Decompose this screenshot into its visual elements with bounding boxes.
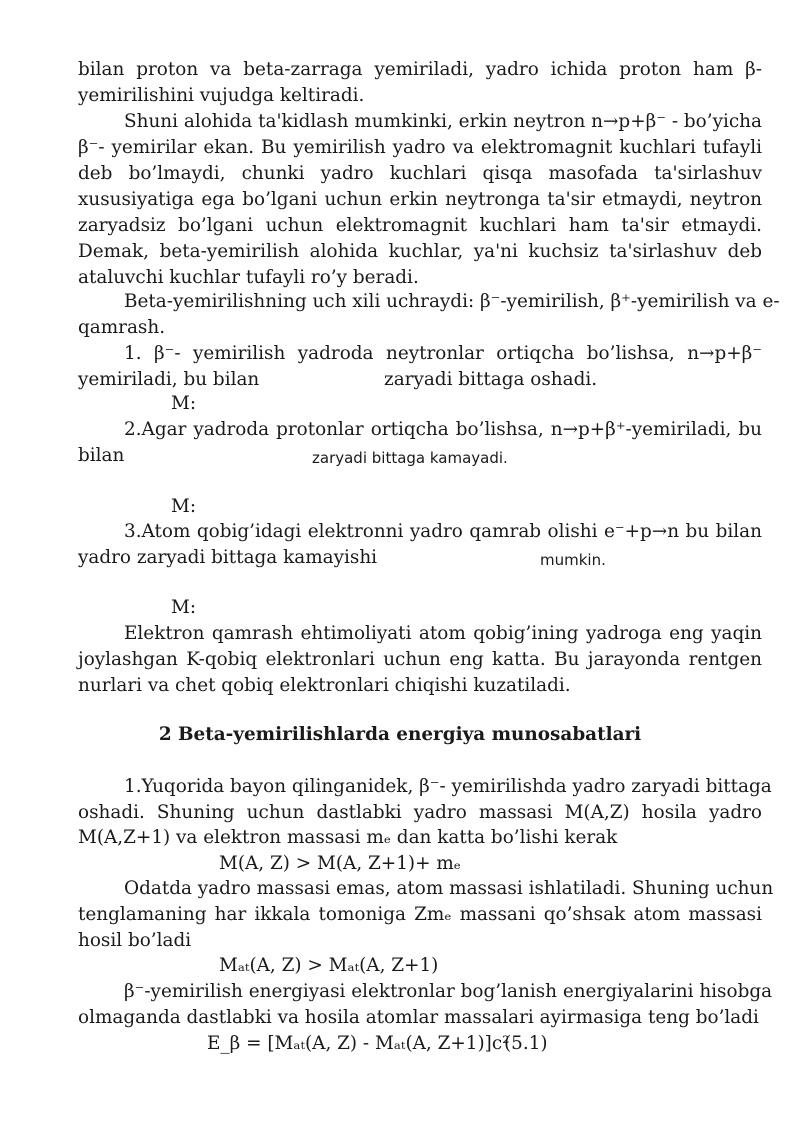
text-fragment: zaryadi bittaga oshadi. [384,369,598,390]
section-heading: 2 Beta-yemirilishlarda energiya munosabatlari [158,724,642,745]
text-line: Odatda yadro massasi emas, atom massasi ishlatiladi. Shuning uchun [124,878,774,899]
text-line: olmaganda dastlabki va hosila atomlar massalari ayirmasiga teng bo’ladi [78,1007,759,1028]
text-line: β⁻-yemirilish energiyasi elektronlar bog’lanish energiyalarini hisobga [124,981,773,1002]
example-label: M: [171,393,197,414]
text-line: yemirilishini vujudga keltiradi. [78,85,365,106]
text-line: M(A,Z+1) va elektron massasi mₑ dan katta bo’lishi kerak [78,827,618,848]
formula [207,1031,607,1057]
text-fragment: yadro zaryadi bittaga kamayishi [78,547,378,568]
text-line: deb bo’lmaydi, chunki yadro kuchlari qisqa masofada ta'sirlashuv [78,163,762,184]
text-line [78,367,762,393]
formula: Mₐₜ(A, Z) > Mₐₜ(A, Z+1) [219,955,439,976]
text-line [78,443,762,469]
text-line: Elektron qamrash ehtimoliyati atom qobig’ining yadroga eng yaqin [124,623,762,644]
text-line: Beta-yemirilishning uch xili uchraydi: β⁻-yemirilish, β⁺-yemirilish va e- [124,291,780,312]
text-line: β⁻- yemirilar ekan. Bu yemirilish yadro va elektromagnit kuchlari tufayli [78,137,762,158]
text-line: Demak, beta-yemirilish alohida kuchlar, ya'ni kuchsiz ta'sirlashuv deb [78,241,762,262]
text-line: xususiyatiga ega bo’lgani uchun erkin neytronga ta'sir etmaydi, neytron [78,189,762,210]
text-line: joylashgan K-qobiq elektronlari uchun eng katta. Bu jarayonda rentgen [78,649,762,670]
text-line: 1.Yuqorida bayon qilinganidek, β⁻- yemirilishda yadro zaryadi bittaga [124,776,772,797]
text-line: oshadi. Shuning uchun dastlabki yadro massasi M(A,Z) hosila yadro [78,802,762,823]
text-line: bilan proton va beta-zarraga yemiriladi, yadro ichida proton ham β- [78,59,762,80]
text-fragment: mumkin. [540,551,606,569]
text-line: 3.Atom qobig’idagi elektronni yadro qamrab olishi e⁻+p→n bu bilan [124,521,762,542]
text-line: Shuni alohida ta'kidlash mumkinki, erkin neytron n→p+β⁻ - bo’yicha [124,111,762,132]
example-label: M: [171,597,197,618]
text-line: 2.Agar yadroda protonlar ortiqcha bo’lishsa, n→p+β⁺-yemiriladi, bu [124,419,762,440]
formula-body: E_β = [Mₐₜ(A, Z) - Mₐₜ(A, Z+1)]c² [207,1033,510,1054]
formula: M(A, Z) > M(A, Z+1)+ mₑ [219,853,461,874]
text-fragment: bilan [78,445,125,466]
text-line: nurlari va chet qobiq elektronlari chiqishi kuzatiladi. [78,675,571,696]
example-label: M: [171,496,197,517]
text-fragment: zaryadi bittaga kamayadi. [312,449,508,467]
text-line: tenglamaning har ikkala tomoniga Zmₑ massani qo’shsak atom massasi [78,904,762,925]
text-line: ataluvchi kuchlar tufayli ro’y beradi. [78,267,419,288]
text-line: hosil bo’ladi [78,930,192,951]
text-line: qamrash. [78,317,166,338]
text-line [78,545,762,571]
text-line: zaryadsiz bo’lgani uchun elektromagnit kuchlari ham ta'sir etmaydi. [78,215,762,236]
text-fragment: yemiriladi, bu bilan [78,369,260,390]
equation-number: (5.1) [504,1033,548,1054]
text-line: 1. β⁻- yemirilish yadroda neytronlar ortiqcha bo’lishsa, n→p+β⁻ [124,343,762,364]
